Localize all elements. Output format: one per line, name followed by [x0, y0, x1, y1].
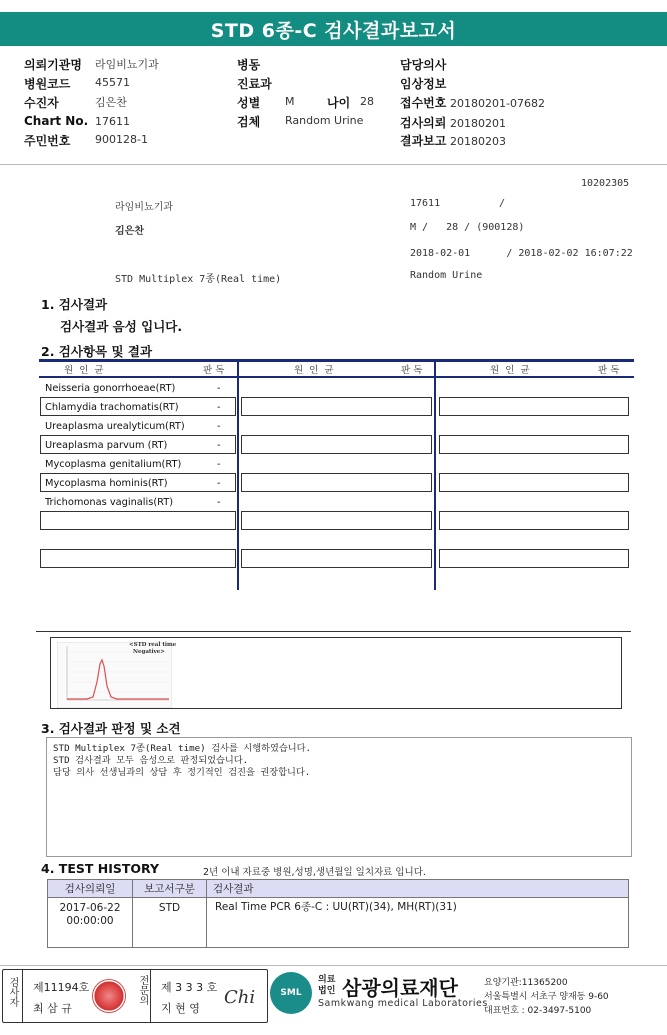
request-date-value: 20180201 — [450, 117, 507, 130]
patient-name-label: 수진자 — [24, 96, 59, 110]
info-patient: 김은찬 — [115, 226, 144, 237]
inspector-label: 검사자 — [7, 977, 18, 1007]
org-english-name: Samkwang medical Laboratories — [318, 998, 488, 1009]
history-date: 2017-06-22 — [59, 902, 121, 914]
patient-name-value: 김은찬 — [95, 96, 127, 109]
inspector-license: 제11194호 — [33, 981, 90, 994]
footer-divider — [0, 965, 667, 966]
section4-title: 4. TEST HISTORY — [41, 861, 160, 876]
hospital-name-label: 의뢰기관명 — [24, 58, 82, 72]
org-prefix-2: 법인 — [318, 986, 336, 996]
results-table-header-border — [39, 376, 634, 378]
specialist-license: 제 3 3 3 호 — [161, 981, 218, 994]
request-date-label: 검사의뢰 — [400, 116, 447, 130]
history-header-result: 검사결과 — [207, 880, 629, 898]
specialist-label: 전문의 — [137, 975, 148, 1005]
pathogen-name: Ureaplasma parvum (RT) — [45, 440, 168, 451]
table-row — [439, 549, 629, 568]
receipt-no-label: 접수번호 — [400, 96, 447, 110]
col-header-result-1: 판 독 — [203, 365, 225, 376]
col-header-result-3: 판 독 — [598, 365, 620, 376]
resident-no-value: 900128-1 — [95, 133, 148, 146]
info-hospital: 라임비뇨기과 — [115, 202, 173, 213]
sml-logo-icon — [270, 972, 312, 1014]
age-label: 나이 — [327, 96, 351, 110]
pathogen-result: - — [217, 402, 221, 413]
pathogen-result: - — [217, 421, 221, 432]
table-row — [40, 549, 236, 568]
opinion-line: 담당 의사 선생님과의 상담 후 정기적인 검진을 권장합니다. — [53, 767, 311, 778]
section1-summary: 검사결과 음성 입니다. — [60, 319, 183, 334]
table-row — [439, 397, 629, 416]
doctor-label: 담당의사 — [400, 58, 447, 72]
signature: Chi — [224, 987, 256, 1008]
inspector-name: 최 삼 규 — [33, 1002, 72, 1015]
specimen-value: Random Urine — [285, 114, 364, 127]
col-header-pathogen-2: 원 인 균 — [294, 365, 334, 376]
sex-label: 성별 — [237, 96, 261, 110]
specimen-label: 검체 — [237, 115, 261, 129]
table-row — [241, 511, 432, 530]
pathogen-name: Trichomonas vaginalis(RT) — [45, 497, 174, 508]
pcr-graph-box — [50, 637, 622, 709]
pathogen-result: - — [217, 459, 221, 470]
graph-title: <STD real time — [129, 642, 177, 648]
col-header-pathogen-1: 원 인 균 — [64, 365, 104, 376]
info-specimen: Random Urine — [410, 270, 483, 281]
specialist-name: 지 현 영 — [161, 1002, 200, 1015]
header-divider — [0, 164, 667, 165]
info-chart: 17611 — [410, 198, 441, 209]
footer-sep — [22, 970, 23, 1022]
info-dates: 2018-02-01 / 2018-02-02 16:07:22 — [410, 248, 633, 259]
section3-title: 3. 검사결과 판정 및 소견 — [41, 721, 181, 736]
pathogen-result: - — [217, 478, 221, 489]
pathogen-name: Neisseria gonorrhoeae(RT) — [45, 383, 176, 394]
graph-divider — [36, 631, 631, 632]
table-row — [48, 898, 629, 948]
info-sex-age: M / 28 / (900128) — [410, 222, 525, 233]
ward-label: 병동 — [237, 58, 261, 72]
info-test-name: STD Multiplex 7종(Real time) — [115, 274, 282, 285]
history-result: Real Time PCR 6종-C : UU(RT)(34), MH(RT)(31) — [207, 898, 629, 948]
report-date-value: 20180203 — [450, 135, 507, 148]
pathogen-name: Mycoplasma hominis(RT) — [45, 478, 168, 489]
footer-sep — [150, 970, 151, 1022]
hospital-name-value: 라임비뇨기과 — [95, 58, 159, 71]
info-slash: / — [499, 198, 506, 209]
table-row — [241, 435, 432, 454]
history-table — [47, 879, 629, 948]
table-row — [439, 435, 629, 454]
report-date-label: 결과보고 — [400, 134, 447, 148]
seal-stamp-icon — [92, 979, 126, 1013]
table-row — [241, 397, 432, 416]
section2-title: 2. 검사항목 및 결과 — [41, 344, 153, 359]
opinion-box — [46, 737, 632, 857]
table-row — [439, 473, 629, 492]
section1-title: 1. 검사결과 — [41, 297, 108, 312]
age-value: 28 — [360, 95, 374, 108]
hospital-code-label: 병원코드 — [24, 77, 71, 91]
pathogen-result: - — [217, 497, 221, 508]
table-row — [241, 473, 432, 492]
col-header-result-2: 판 독 — [401, 365, 423, 376]
table-row — [40, 511, 236, 530]
history-note: 2년 이내 자료중 병원,성명,생년월일 일치자료 입니다. — [203, 867, 426, 878]
results-table-divider-1 — [237, 359, 239, 590]
receipt-no-value: 20180201-07682 — [450, 97, 545, 110]
address: 서울특별시 서초구 양재동 9-60 — [484, 992, 609, 1002]
opinion-line: STD Multiplex 7종(Real time) 검사를 시행하였습니다. — [53, 743, 312, 754]
sml-logo-text: SML — [280, 988, 302, 998]
report-code: 10202305 — [581, 178, 630, 189]
pathogen-name: Chlamydia trachomatis(RT) — [45, 402, 179, 413]
results-table-divider-2 — [434, 359, 436, 590]
history-header-date: 검사의뢰일 — [48, 880, 133, 898]
table-row — [241, 549, 432, 568]
history-time: 00:00:00 — [66, 915, 114, 927]
col-header-pathogen-3: 원 인 균 — [490, 365, 530, 376]
opinion-line: STD 검사결과 모두 음성으로 판정되었습니다. — [53, 755, 249, 766]
clinical-info-label: 임상정보 — [400, 77, 447, 91]
pathogen-result: - — [217, 440, 221, 451]
graph-subtitle: Negative> — [133, 649, 165, 655]
table-row — [439, 511, 629, 530]
results-table-top-border — [39, 359, 634, 362]
org-name: 삼광의료재단 — [342, 976, 458, 1000]
hospital-name-row — [24, 56, 82, 73]
department-label: 진료과 — [237, 77, 272, 91]
institution-code: 요양기관:11365200 — [484, 978, 568, 988]
resident-no-label: 주민번호 — [24, 134, 71, 148]
report-title: STD 6종-C 검사결과보고서 — [0, 12, 667, 46]
pathogen-name: Mycoplasma genitalium(RT) — [45, 459, 182, 470]
hospital-code-value: 45571 — [95, 76, 130, 89]
history-header-type: 보고서구분 — [133, 880, 207, 898]
org-prefix-1: 의료 — [318, 975, 336, 985]
pathogen-name: Ureaplasma urealyticum(RT) — [45, 421, 185, 432]
chart-no-label: Chart No. — [24, 114, 89, 128]
sex-value: M — [285, 95, 295, 108]
history-type: STD — [133, 898, 207, 948]
pathogen-result: - — [217, 383, 221, 394]
phone: 대표번호 : 02-3497-5100 — [484, 1006, 592, 1016]
chart-no-value: 17611 — [95, 115, 130, 128]
